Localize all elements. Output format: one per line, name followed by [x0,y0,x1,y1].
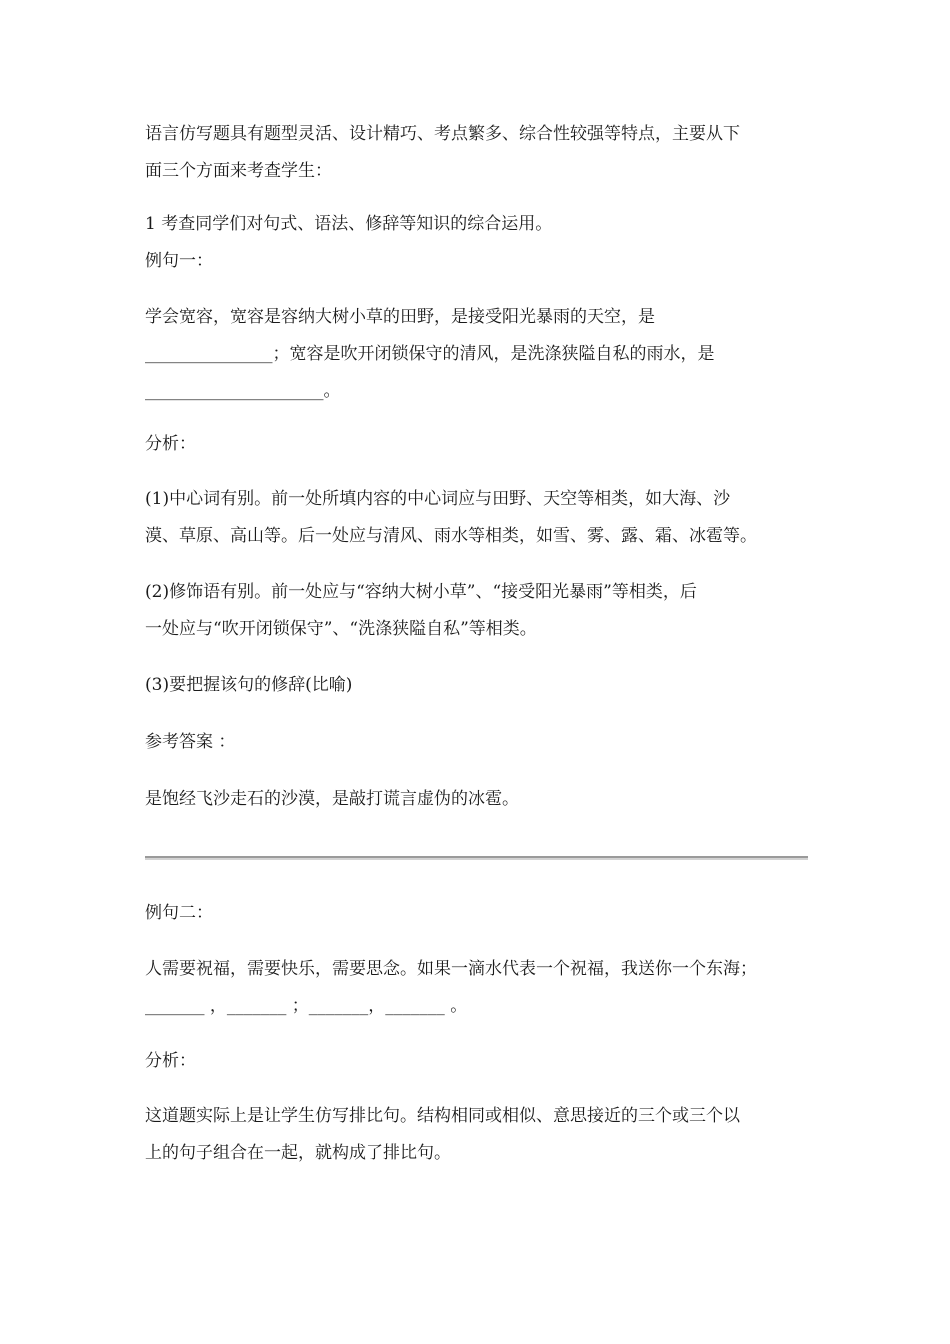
example-2-heading: 例句二： [145,903,213,923]
example-1-line-1: 学会宽容，宽容是容纳大树小草的田野，是接受阳光暴雨的天空，是 [145,307,655,327]
intro-line-1: 语言仿写题具有题型灵活、设计精巧、考点繁多、综合性较强等特点，主要从下 [145,124,740,144]
point-1: 1 考查同学们对句式、语法、修辞等知识的综合运用。 [145,214,553,234]
analysis-1-point-1-line-2: 漠、草原、高山等。后一处应与清风、雨水等相类，如雪、雾、露、霜、冰雹等。 [145,526,757,546]
answer-1-heading: 参考答案 ： [145,732,236,752]
analysis-2-line-2: 上的句子组合在一起，就构成了排比句。 [145,1143,451,1163]
analysis-1-point-2-line-2: 一处应与“吹开闭锁保守”、“洗涤狭隘自私”等相类。 [145,619,537,639]
section-divider [145,856,808,860]
analysis-1-point-3: (3)要把握该句的修辞(比喻) [145,675,353,695]
analysis-2-heading: 分析： [145,1051,196,1071]
example-1-line-3: _____________________。 [145,381,341,401]
analysis-1-point-2-line-1: (2)修饰语有别。前一处应与“容纳大树小草”、“接受阳光暴雨”等相类，后 [145,582,697,602]
analysis-2-line-1: 这道题实际上是让学生仿写排比句。结构相同或相似、意思接近的三个或三个以 [145,1106,740,1126]
example-1-heading: 例句一： [145,251,213,271]
example-2-line-1: 人需要祝福，需要快乐，需要思念。如果一滴水代表一个祝福，我送你一个东海； [145,959,757,979]
example-1-line-2: _______________；宽容是吹开闭锁保守的清风，是洗涤狭隘自私的雨水，是 [145,344,715,364]
analysis-1-point-1-line-1: (1)中心词有别。前一处所填内容的中心词应与田野、天空等相类，如大海、沙 [145,489,731,509]
intro-line-2: 面三个方面来考查学生： [145,161,332,181]
example-2-line-2: _______ ，_______ ；_______，_______ 。 [145,996,468,1016]
analysis-1-heading: 分析： [145,434,196,454]
answer-1-text: 是饱经飞沙走石的沙漠，是敲打谎言虚伪的冰雹。 [145,789,519,809]
